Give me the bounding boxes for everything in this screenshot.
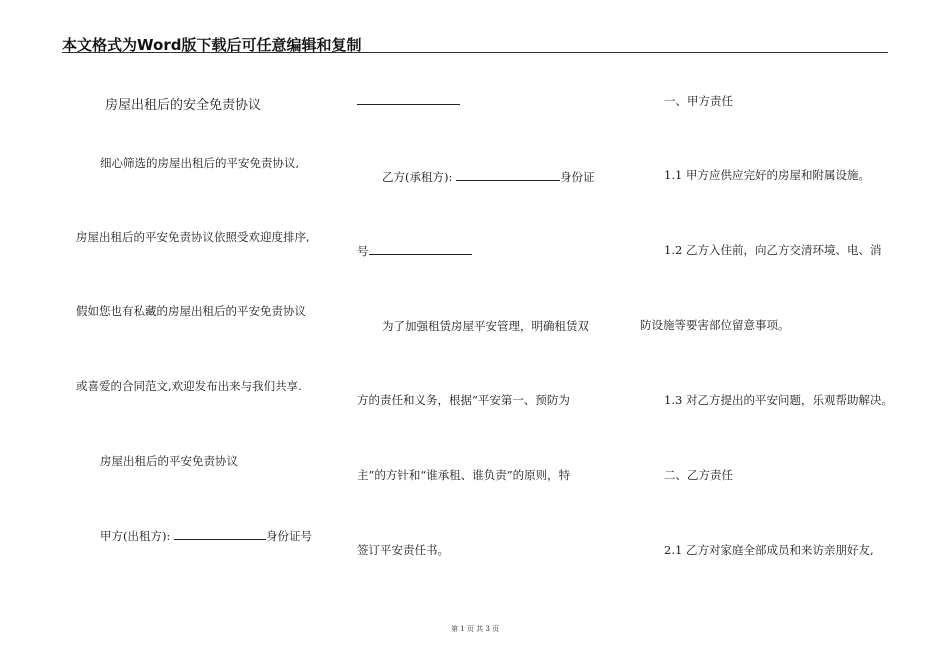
section-heading: 一、甲方责任	[664, 94, 733, 108]
id-label: 身份证	[560, 170, 595, 184]
party-b-line	[382, 170, 595, 184]
party-a-label: 甲方(出租方):	[100, 529, 171, 543]
paragraph-line: 为了加强租赁房屋平安管理，明确租赁双	[382, 319, 589, 333]
id-suffix-label: 号	[357, 244, 369, 258]
paragraph-line: 假如您也有私藏的房屋出租后的平安免责协议	[76, 304, 306, 318]
party-b-label: 乙方(承租方):	[382, 170, 453, 184]
section-heading: 房屋出租后的平安免责协议	[100, 454, 238, 468]
paragraph-line: 防设施等要害部位留意事项。	[640, 318, 790, 332]
paragraph-line: 主”的方针和“谁承租、谁负责”的原则，特	[357, 468, 571, 482]
id-number-blank	[369, 244, 472, 255]
page-header-title: 本文格式为Word版下载后可任意编辑和复制	[62, 36, 362, 54]
paragraph-line: 方的责任和义务，根据“平安第一、预防为	[357, 393, 570, 407]
paragraph-line: 房屋出租后的平安免责协议依照受欢迎度排序,	[76, 230, 310, 244]
party-a-blank	[174, 529, 266, 540]
paragraph-line: 或喜爱的合同范文,欢迎发布出来与我们共享.	[76, 379, 302, 393]
document-title: 房屋出租后的安全免责协议	[105, 98, 262, 113]
paragraph-line: 1.2 乙方入住前，向乙方交清环境、电、消	[664, 243, 882, 257]
page-number: 第 1 页 共 3 页	[450, 625, 500, 633]
party-a-line	[100, 529, 312, 543]
blank-line	[357, 104, 460, 105]
paragraph-line: 1.3 对乙方提出的平安问题，乐观帮助解决。	[664, 393, 893, 407]
paragraph-line: 2.1 乙方对家庭全部成员和来访亲朋好友,	[664, 543, 874, 557]
id-number-line	[357, 244, 472, 258]
header-divider	[62, 52, 888, 53]
id-label: 身份证号	[266, 529, 313, 543]
paragraph-line: 签订平安责任书。	[357, 543, 449, 557]
paragraph-line: 1.1 甲方应供应完好的房屋和附属设施。	[664, 168, 870, 182]
party-b-blank	[456, 170, 560, 181]
section-heading: 二、乙方责任	[664, 468, 733, 482]
paragraph-line: 细心筛选的房屋出租后的平安免责协议,	[100, 156, 300, 170]
